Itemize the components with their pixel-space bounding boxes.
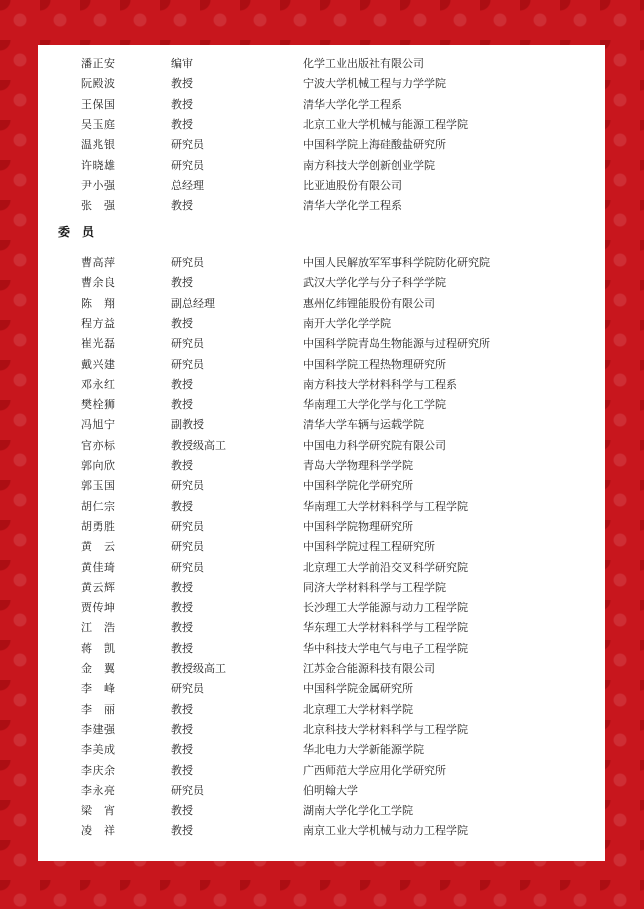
member-org: 清华大学化学工程系 [303, 97, 402, 111]
member-title: 教授 [171, 580, 193, 594]
member-org: 湖南大学化学化工学院 [303, 804, 413, 818]
member-org: 南方科技大学材料科学与工程系 [303, 377, 457, 391]
member-row [38, 294, 605, 314]
member-title: 研究员 [171, 783, 204, 797]
member-name: 樊栓狮 [81, 398, 116, 412]
member-org: 同济大学材料科学与工程学院 [303, 580, 446, 594]
member-title: 研究员 [171, 158, 204, 172]
member-name: 郭玉国 [81, 479, 116, 493]
member-org: 北京工业大学机械与能源工程学院 [303, 117, 468, 131]
member-row [38, 740, 605, 760]
member-title: 研究员 [171, 682, 204, 696]
member-row [38, 700, 605, 720]
member-row [38, 801, 605, 821]
member-row [38, 497, 605, 517]
member-name: 李 丽 [81, 702, 116, 716]
member-org: 中国人民解放军军事科学院防化研究院 [303, 256, 490, 269]
member-org: 北京理工大学前沿交叉科学研究院 [303, 560, 468, 574]
member-row [38, 537, 605, 557]
member-org: 长沙理工大学能源与动力工程学院 [303, 601, 468, 615]
member-name: 黄云辉 [81, 580, 116, 594]
member-org: 北京理工大学材料学院 [303, 702, 413, 716]
member-row [38, 659, 605, 679]
member-row [38, 618, 605, 638]
member-name: 王保国 [81, 97, 116, 111]
member-row [38, 95, 605, 115]
member-title: 研究员 [171, 337, 204, 351]
member-name: 陈 翔 [81, 296, 116, 310]
member-title: 研究员 [171, 357, 204, 371]
member-name: 李永亮 [81, 783, 116, 797]
member-title: 研究员 [171, 540, 204, 554]
member-title: 教授 [171, 377, 193, 391]
member-name: 李庆余 [81, 763, 116, 777]
member-title: 教授 [171, 459, 193, 472]
member-title: 研究员 [171, 519, 204, 533]
member-row [38, 578, 605, 598]
member-title: 教授 [171, 804, 193, 818]
member-org: 中国科学院化学研究所 [303, 479, 413, 493]
member-org: 伯明翰大学 [303, 783, 358, 797]
member-name: 金 翼 [81, 662, 116, 675]
member-name: 崔光磊 [81, 337, 116, 351]
member-title: 研究员 [171, 560, 204, 574]
member-org: 宁波大学机械工程与力学学院 [303, 77, 446, 91]
member-org: 中国科学院青岛生物能源与过程研究所 [303, 337, 490, 351]
member-row [38, 456, 605, 476]
member-title: 教授 [171, 117, 193, 131]
member-name: 李建强 [81, 722, 116, 736]
member-name: 邓永红 [81, 377, 116, 391]
member-row [38, 415, 605, 435]
member-row [38, 761, 605, 781]
member-name: 黄 云 [81, 540, 116, 554]
member-title: 教授 [171, 316, 193, 330]
member-name: 蒋 凯 [81, 641, 116, 655]
member-org: 南方科技大学创新创业学院 [303, 158, 435, 172]
member-org: 华北电力大学新能源学院 [303, 743, 424, 757]
member-row [38, 558, 605, 578]
member-org: 中国科学院过程工程研究所 [303, 540, 435, 554]
member-title: 教授 [171, 722, 193, 736]
member-name: 江 浩 [81, 621, 116, 635]
member-org: 武汉大学化学与分子科学学院 [303, 276, 446, 290]
member-title: 教授 [171, 398, 193, 412]
member-row [38, 74, 605, 94]
member-name: 李美成 [81, 743, 116, 757]
member-name: 戴兴建 [81, 357, 116, 371]
member-name: 郭向欣 [81, 459, 116, 472]
member-name: 凌 祥 [81, 824, 116, 838]
member-name: 胡勇胜 [81, 519, 116, 533]
member-name: 贾传坤 [81, 601, 116, 615]
member-org: 北京科技大学材料科学与工程学院 [303, 722, 468, 736]
member-name: 胡仁宗 [81, 499, 116, 513]
member-name: 潘正安 [81, 57, 116, 70]
member-row [38, 54, 605, 74]
member-row [38, 395, 605, 415]
member-org: 华南理工大学材料科学与工程学院 [303, 499, 468, 513]
member-row [38, 253, 605, 273]
member-name: 官亦标 [81, 438, 116, 452]
member-org: 华东理工大学材料科学与工程学院 [303, 621, 468, 635]
member-name: 尹小强 [81, 178, 116, 192]
member-title: 教授 [171, 199, 193, 213]
member-name: 黄佳琦 [81, 560, 116, 574]
member-title: 教授级高工 [171, 438, 226, 452]
member-name: 温兆银 [81, 138, 116, 152]
member-row [38, 355, 605, 375]
member-title: 副总经理 [171, 296, 215, 310]
member-row [38, 781, 605, 801]
member-row [38, 115, 605, 135]
member-row [38, 720, 605, 740]
member-title: 教授 [171, 499, 193, 513]
member-title: 编审 [171, 57, 193, 70]
member-row [38, 375, 605, 395]
member-org: 清华大学化学工程系 [303, 199, 402, 213]
member-row [38, 334, 605, 354]
member-org: 中国电力科学研究院有限公司 [303, 438, 446, 452]
member-org: 惠州亿纬锂能股份有限公司 [303, 296, 435, 310]
member-name: 吴玉庭 [81, 117, 116, 131]
member-org: 比亚迪股份有限公司 [303, 178, 402, 192]
member-row [38, 679, 605, 699]
member-org: 广西师范大学应用化学研究所 [303, 763, 446, 777]
member-name: 许晓雄 [81, 158, 116, 172]
member-org: 青岛大学物理科学学院 [303, 459, 413, 472]
section-title: 委员 [58, 225, 107, 239]
member-title: 教授 [171, 601, 193, 615]
member-org: 中国科学院上海硅酸盐研究所 [303, 138, 446, 152]
member-org: 化学工业出版社有限公司 [303, 57, 424, 70]
member-title: 教授级高工 [171, 662, 226, 675]
member-title: 研究员 [171, 479, 204, 493]
member-title: 研究员 [171, 256, 204, 269]
member-title: 总经理 [171, 178, 204, 192]
member-org: 中国科学院工程热物理研究所 [303, 357, 446, 371]
member-name: 张 强 [81, 199, 116, 213]
member-title: 研究员 [171, 138, 204, 152]
member-row [38, 821, 605, 841]
document-page [38, 45, 605, 861]
member-title: 教授 [171, 77, 193, 91]
member-row [38, 156, 605, 176]
member-org: 华中科技大学电气与电子工程学院 [303, 641, 468, 655]
member-row [38, 314, 605, 334]
member-name: 梁 宵 [81, 804, 116, 818]
member-org: 南京工业大学机械与动力工程学院 [303, 824, 468, 838]
member-title: 教授 [171, 763, 193, 777]
member-title: 教授 [171, 641, 193, 655]
member-title: 教授 [171, 702, 193, 716]
member-title: 副教授 [171, 418, 204, 432]
member-row [38, 273, 605, 293]
member-title: 教授 [171, 743, 193, 757]
member-name: 阮殿波 [81, 77, 116, 91]
member-row [38, 176, 605, 196]
member-name: 曹高萍 [81, 256, 116, 269]
member-title: 教授 [171, 824, 193, 838]
member-org: 江苏金合能源科技有限公司 [303, 662, 435, 675]
member-name: 李 峰 [81, 682, 116, 696]
member-title: 教授 [171, 276, 193, 290]
member-title: 教授 [171, 621, 193, 635]
member-org: 中国科学院金属研究所 [303, 682, 413, 696]
member-row [38, 436, 605, 456]
member-name: 冯旭宁 [81, 418, 116, 432]
member-row [38, 196, 605, 216]
member-name: 程方益 [81, 316, 116, 330]
member-org: 南开大学化学学院 [303, 316, 391, 330]
member-row [38, 598, 605, 618]
member-row [38, 476, 605, 496]
member-row [38, 639, 605, 659]
member-org: 华南理工大学化学与化工学院 [303, 398, 446, 412]
member-org: 清华大学车辆与运载学院 [303, 418, 424, 432]
member-org: 中国科学院物理研究所 [303, 519, 413, 533]
member-title: 教授 [171, 97, 193, 111]
member-row [38, 517, 605, 537]
member-name: 曹余良 [81, 276, 116, 290]
member-row [38, 135, 605, 155]
